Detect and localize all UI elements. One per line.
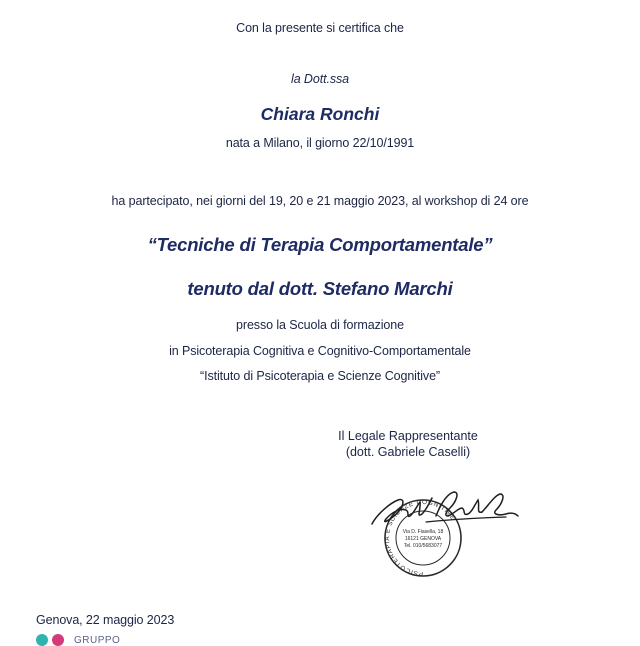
group-logo [36, 634, 120, 646]
instructor-line: tenuto dal dott. Stefano Marchi [187, 278, 453, 299]
logo-circle-teal-icon [36, 634, 48, 646]
participation-text: ha partecipato, nei giorni del 19, 20 e 21 maggio 2023, al workshop di 24 ore [111, 194, 529, 208]
place-and-date: Genova, 22 maggio 2023 [36, 613, 175, 627]
birth-info: nata a Milano, il giorno 22/10/1991 [225, 136, 415, 150]
recipient-name: Chiara Ronchi [260, 104, 380, 124]
workshop-title: “Tecniche di Terapia Comportamentale” [147, 234, 493, 255]
handwritten-signature [366, 486, 521, 534]
stamp-address-1: Via D. Fiasella, 18 [402, 529, 444, 535]
stamp-ring-text: PSICOTERAPIA E SCIENZE COGNITIVE [384, 498, 457, 578]
signatory-name: (dott. Gabriele Caselli) [345, 445, 471, 459]
stamp-address-2: 16121 GENOVA [404, 536, 442, 542]
school-line-3: “Istituto di Psicoterapia e Scienze Cognitive” [200, 369, 440, 383]
title-prefix: la Dott.ssa [291, 72, 349, 86]
school-line-2: in Psicoterapia Cognitiva e Cognitivo-Comportamentale [169, 344, 471, 358]
school-line-1: presso la Scuola di formazione [236, 318, 404, 332]
stamp-address-3: Tel. 010/5683077 [403, 543, 443, 549]
logo-circle-pink-icon [52, 634, 64, 646]
signatory-block [323, 428, 493, 460]
certificate-intro: Con la presente si certifica che [236, 21, 404, 35]
signatory-role: Il Legale Rappresentante [338, 429, 478, 443]
logo-text: GRUPPO [74, 634, 121, 646]
